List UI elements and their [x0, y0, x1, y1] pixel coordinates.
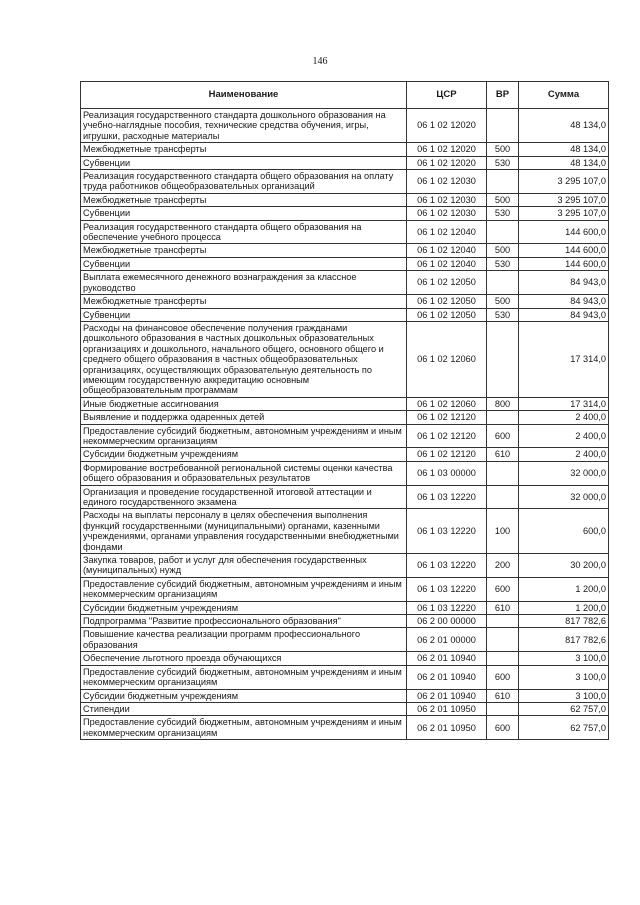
cell-name: Выплата ежемесячного денежного вознаграждения за классное руководство: [81, 271, 407, 295]
cell-csr: 06 1 02 12050: [407, 295, 487, 308]
cell-sum: 17 314,0: [519, 397, 609, 410]
cell-sum: 32 000,0: [519, 461, 609, 485]
cell-name: Обеспечение льготного проезда обучающихся: [81, 652, 407, 665]
cell-vr: [487, 615, 519, 628]
cell-name: Субвенции: [81, 207, 407, 220]
cell-vr: 610: [487, 448, 519, 461]
header-csr: ЦСР: [407, 82, 487, 109]
cell-sum: 817 782,6: [519, 628, 609, 652]
cell-sum: 600,0: [519, 509, 609, 554]
table-row: [81, 143, 609, 156]
table-row: [81, 554, 609, 578]
table-row: [81, 424, 609, 448]
cell-csr: 06 1 03 00000: [407, 461, 487, 485]
cell-sum: 144 600,0: [519, 257, 609, 270]
cell-name: Иные бюджетные ассигнования: [81, 397, 407, 410]
table-row: [81, 665, 609, 689]
cell-vr: 600: [487, 424, 519, 448]
cell-vr: [487, 702, 519, 715]
cell-sum: 84 943,0: [519, 295, 609, 308]
cell-sum: 3 100,0: [519, 652, 609, 665]
cell-csr: 06 1 03 12220: [407, 509, 487, 554]
budget-table: [80, 81, 609, 740]
table-row: [81, 485, 609, 509]
cell-csr: 06 2 01 10950: [407, 702, 487, 715]
cell-sum: 817 782,6: [519, 615, 609, 628]
cell-name: Реализация государственного стандарта общего образования на оплату труда работников общеобразовательных организаций: [81, 170, 407, 194]
cell-vr: 530: [487, 156, 519, 169]
cell-sum: 1 200,0: [519, 577, 609, 601]
table-row: [81, 397, 609, 410]
header-sum: Сумма: [519, 82, 609, 109]
cell-sum: 2 400,0: [519, 448, 609, 461]
cell-vr: 500: [487, 244, 519, 257]
cell-name: Выявление и поддержка одаренных детей: [81, 411, 407, 424]
cell-csr: 06 1 02 12120: [407, 424, 487, 448]
cell-name: Межбюджетные трансферты: [81, 244, 407, 257]
cell-name: Закупка товаров, работ и услуг для обеспечения государственных (муниципальных) нужд: [81, 554, 407, 578]
cell-vr: [487, 652, 519, 665]
table-row: [81, 411, 609, 424]
table-row: [81, 308, 609, 321]
cell-csr: 06 1 02 12030: [407, 193, 487, 206]
cell-sum: 62 757,0: [519, 702, 609, 715]
cell-name: Межбюджетные трансферты: [81, 193, 407, 206]
table-row: [81, 207, 609, 220]
cell-name: Формирование востребованной региональной системы оценки качества общего образования и образовательных результатов: [81, 461, 407, 485]
table-row: [81, 689, 609, 702]
cell-sum: 144 600,0: [519, 244, 609, 257]
table-row: [81, 601, 609, 614]
cell-csr: 06 1 02 12020: [407, 156, 487, 169]
cell-sum: 17 314,0: [519, 321, 609, 397]
cell-vr: [487, 170, 519, 194]
cell-sum: 3 295 107,0: [519, 170, 609, 194]
cell-vr: [487, 485, 519, 509]
table-row: [81, 156, 609, 169]
cell-name: Расходы на финансовое обеспечение получения гражданами дошкольного образования в частных дошкольных образовательных организациях и дошкольного, начального общего, основного общего и среднего общего образования в частных общеобразовательных организациях, осуществляющих образовательную деятельность по имеющим государственную аккредитацию основным общеобразовательным программам: [81, 321, 407, 397]
cell-name: Организация и проведение государственной итоговой аттестации и единого государственного экзамена: [81, 485, 407, 509]
table-row: [81, 652, 609, 665]
cell-vr: 610: [487, 601, 519, 614]
cell-sum: 3 100,0: [519, 689, 609, 702]
cell-name: Межбюджетные трансферты: [81, 295, 407, 308]
cell-name: Субвенции: [81, 308, 407, 321]
cell-name: Расходы на выплаты персоналу в целях обеспечения выполнения функций государственными (муниципальными) органами, казенными учреждениями, органами управления государственными внебюджетными фондами: [81, 509, 407, 554]
cell-csr: 06 2 01 10950: [407, 716, 487, 740]
cell-csr: 06 1 03 12220: [407, 485, 487, 509]
table-row: [81, 193, 609, 206]
table-row: [81, 448, 609, 461]
header-vr: ВР: [487, 82, 519, 109]
cell-name: Предоставление субсидий бюджетным, автономным учреждениям и иным некоммерческим организациям: [81, 716, 407, 740]
cell-name: Подпрограмма "Развитие профессионального образования": [81, 615, 407, 628]
cell-csr: 06 1 03 12220: [407, 577, 487, 601]
cell-vr: [487, 271, 519, 295]
cell-csr: 06 1 03 12220: [407, 601, 487, 614]
cell-vr: 600: [487, 716, 519, 740]
cell-name: Субвенции: [81, 257, 407, 270]
table-row: [81, 220, 609, 244]
cell-csr: 06 1 02 12120: [407, 448, 487, 461]
cell-csr: 06 1 02 12050: [407, 271, 487, 295]
table-row: [81, 321, 609, 397]
cell-sum: 84 943,0: [519, 271, 609, 295]
cell-csr: 06 1 02 12060: [407, 397, 487, 410]
cell-name: Реализация государственного стандарта общего образования на обеспечение учебного процесса: [81, 220, 407, 244]
table-row: [81, 170, 609, 194]
cell-vr: [487, 220, 519, 244]
cell-csr: 06 1 02 12120: [407, 411, 487, 424]
cell-sum: 32 000,0: [519, 485, 609, 509]
cell-vr: [487, 321, 519, 397]
table-row: [81, 271, 609, 295]
table-row: [81, 577, 609, 601]
cell-vr: 610: [487, 689, 519, 702]
cell-name: Предоставление субсидий бюджетным, автономным учреждениям и иным некоммерческим организациям: [81, 577, 407, 601]
cell-vr: 500: [487, 143, 519, 156]
table-row: [81, 509, 609, 554]
cell-sum: 84 943,0: [519, 308, 609, 321]
table-row: [81, 628, 609, 652]
table-row: [81, 244, 609, 257]
table-row: [81, 702, 609, 715]
cell-sum: 3 295 107,0: [519, 193, 609, 206]
table-row: [81, 109, 609, 143]
cell-csr: 06 1 02 12030: [407, 170, 487, 194]
cell-sum: 1 200,0: [519, 601, 609, 614]
cell-sum: 2 400,0: [519, 411, 609, 424]
cell-csr: 06 1 02 12040: [407, 220, 487, 244]
cell-name: Субсидии бюджетным учреждениям: [81, 689, 407, 702]
cell-sum: 3 295 107,0: [519, 207, 609, 220]
table-row: [81, 257, 609, 270]
cell-name: Предоставление субсидий бюджетным, автономным учреждениям и иным некоммерческим организациям: [81, 665, 407, 689]
cell-vr: 530: [487, 207, 519, 220]
cell-csr: 06 1 03 12220: [407, 554, 487, 578]
cell-name: Повышение качества реализации программ профессионального образования: [81, 628, 407, 652]
cell-vr: 600: [487, 665, 519, 689]
cell-vr: 530: [487, 308, 519, 321]
table-row: [81, 461, 609, 485]
page-number: 146: [312, 56, 328, 67]
cell-csr: 06 2 00 00000: [407, 615, 487, 628]
table-row: [81, 615, 609, 628]
cell-vr: 800: [487, 397, 519, 410]
cell-name: Реализация государственного стандарта дошкольного образования на учебно-наглядные пособия, технические средства обучения, игры, игрушки, расходные материалы: [81, 109, 407, 143]
cell-name: Субсидии бюджетным учреждениям: [81, 448, 407, 461]
cell-sum: 48 134,0: [519, 109, 609, 143]
cell-name: Межбюджетные трансферты: [81, 143, 407, 156]
cell-vr: 500: [487, 193, 519, 206]
cell-vr: [487, 461, 519, 485]
header-name: Наименование: [81, 82, 407, 109]
cell-sum: 2 400,0: [519, 424, 609, 448]
cell-csr: 06 2 01 00000: [407, 628, 487, 652]
cell-sum: 48 134,0: [519, 143, 609, 156]
cell-sum: 144 600,0: [519, 220, 609, 244]
cell-csr: 06 1 02 12050: [407, 308, 487, 321]
cell-vr: [487, 411, 519, 424]
cell-vr: [487, 109, 519, 143]
cell-vr: 600: [487, 577, 519, 601]
cell-csr: 06 2 01 10940: [407, 689, 487, 702]
cell-sum: 62 757,0: [519, 716, 609, 740]
cell-vr: 100: [487, 509, 519, 554]
cell-name: Предоставление субсидий бюджетным, автономным учреждениям и иным некоммерческим организациям: [81, 424, 407, 448]
cell-csr: 06 1 02 12020: [407, 109, 487, 143]
cell-sum: 48 134,0: [519, 156, 609, 169]
cell-name: Стипендии: [81, 702, 407, 715]
cell-vr: [487, 628, 519, 652]
cell-vr: 500: [487, 295, 519, 308]
table-body: [81, 109, 609, 740]
table-row: [81, 716, 609, 740]
cell-csr: 06 2 01 10940: [407, 652, 487, 665]
cell-csr: 06 1 02 12030: [407, 207, 487, 220]
cell-csr: 06 1 02 12040: [407, 244, 487, 257]
cell-name: Субвенции: [81, 156, 407, 169]
cell-csr: 06 1 02 12040: [407, 257, 487, 270]
cell-vr: 530: [487, 257, 519, 270]
cell-name: Субсидии бюджетным учреждениям: [81, 601, 407, 614]
cell-vr: 200: [487, 554, 519, 578]
cell-csr: 06 2 01 10940: [407, 665, 487, 689]
cell-csr: 06 1 02 12060: [407, 321, 487, 397]
cell-csr: 06 1 02 12020: [407, 143, 487, 156]
table-header-row: [81, 82, 609, 109]
cell-sum: 30 200,0: [519, 554, 609, 578]
cell-sum: 3 100,0: [519, 665, 609, 689]
table-row: [81, 295, 609, 308]
